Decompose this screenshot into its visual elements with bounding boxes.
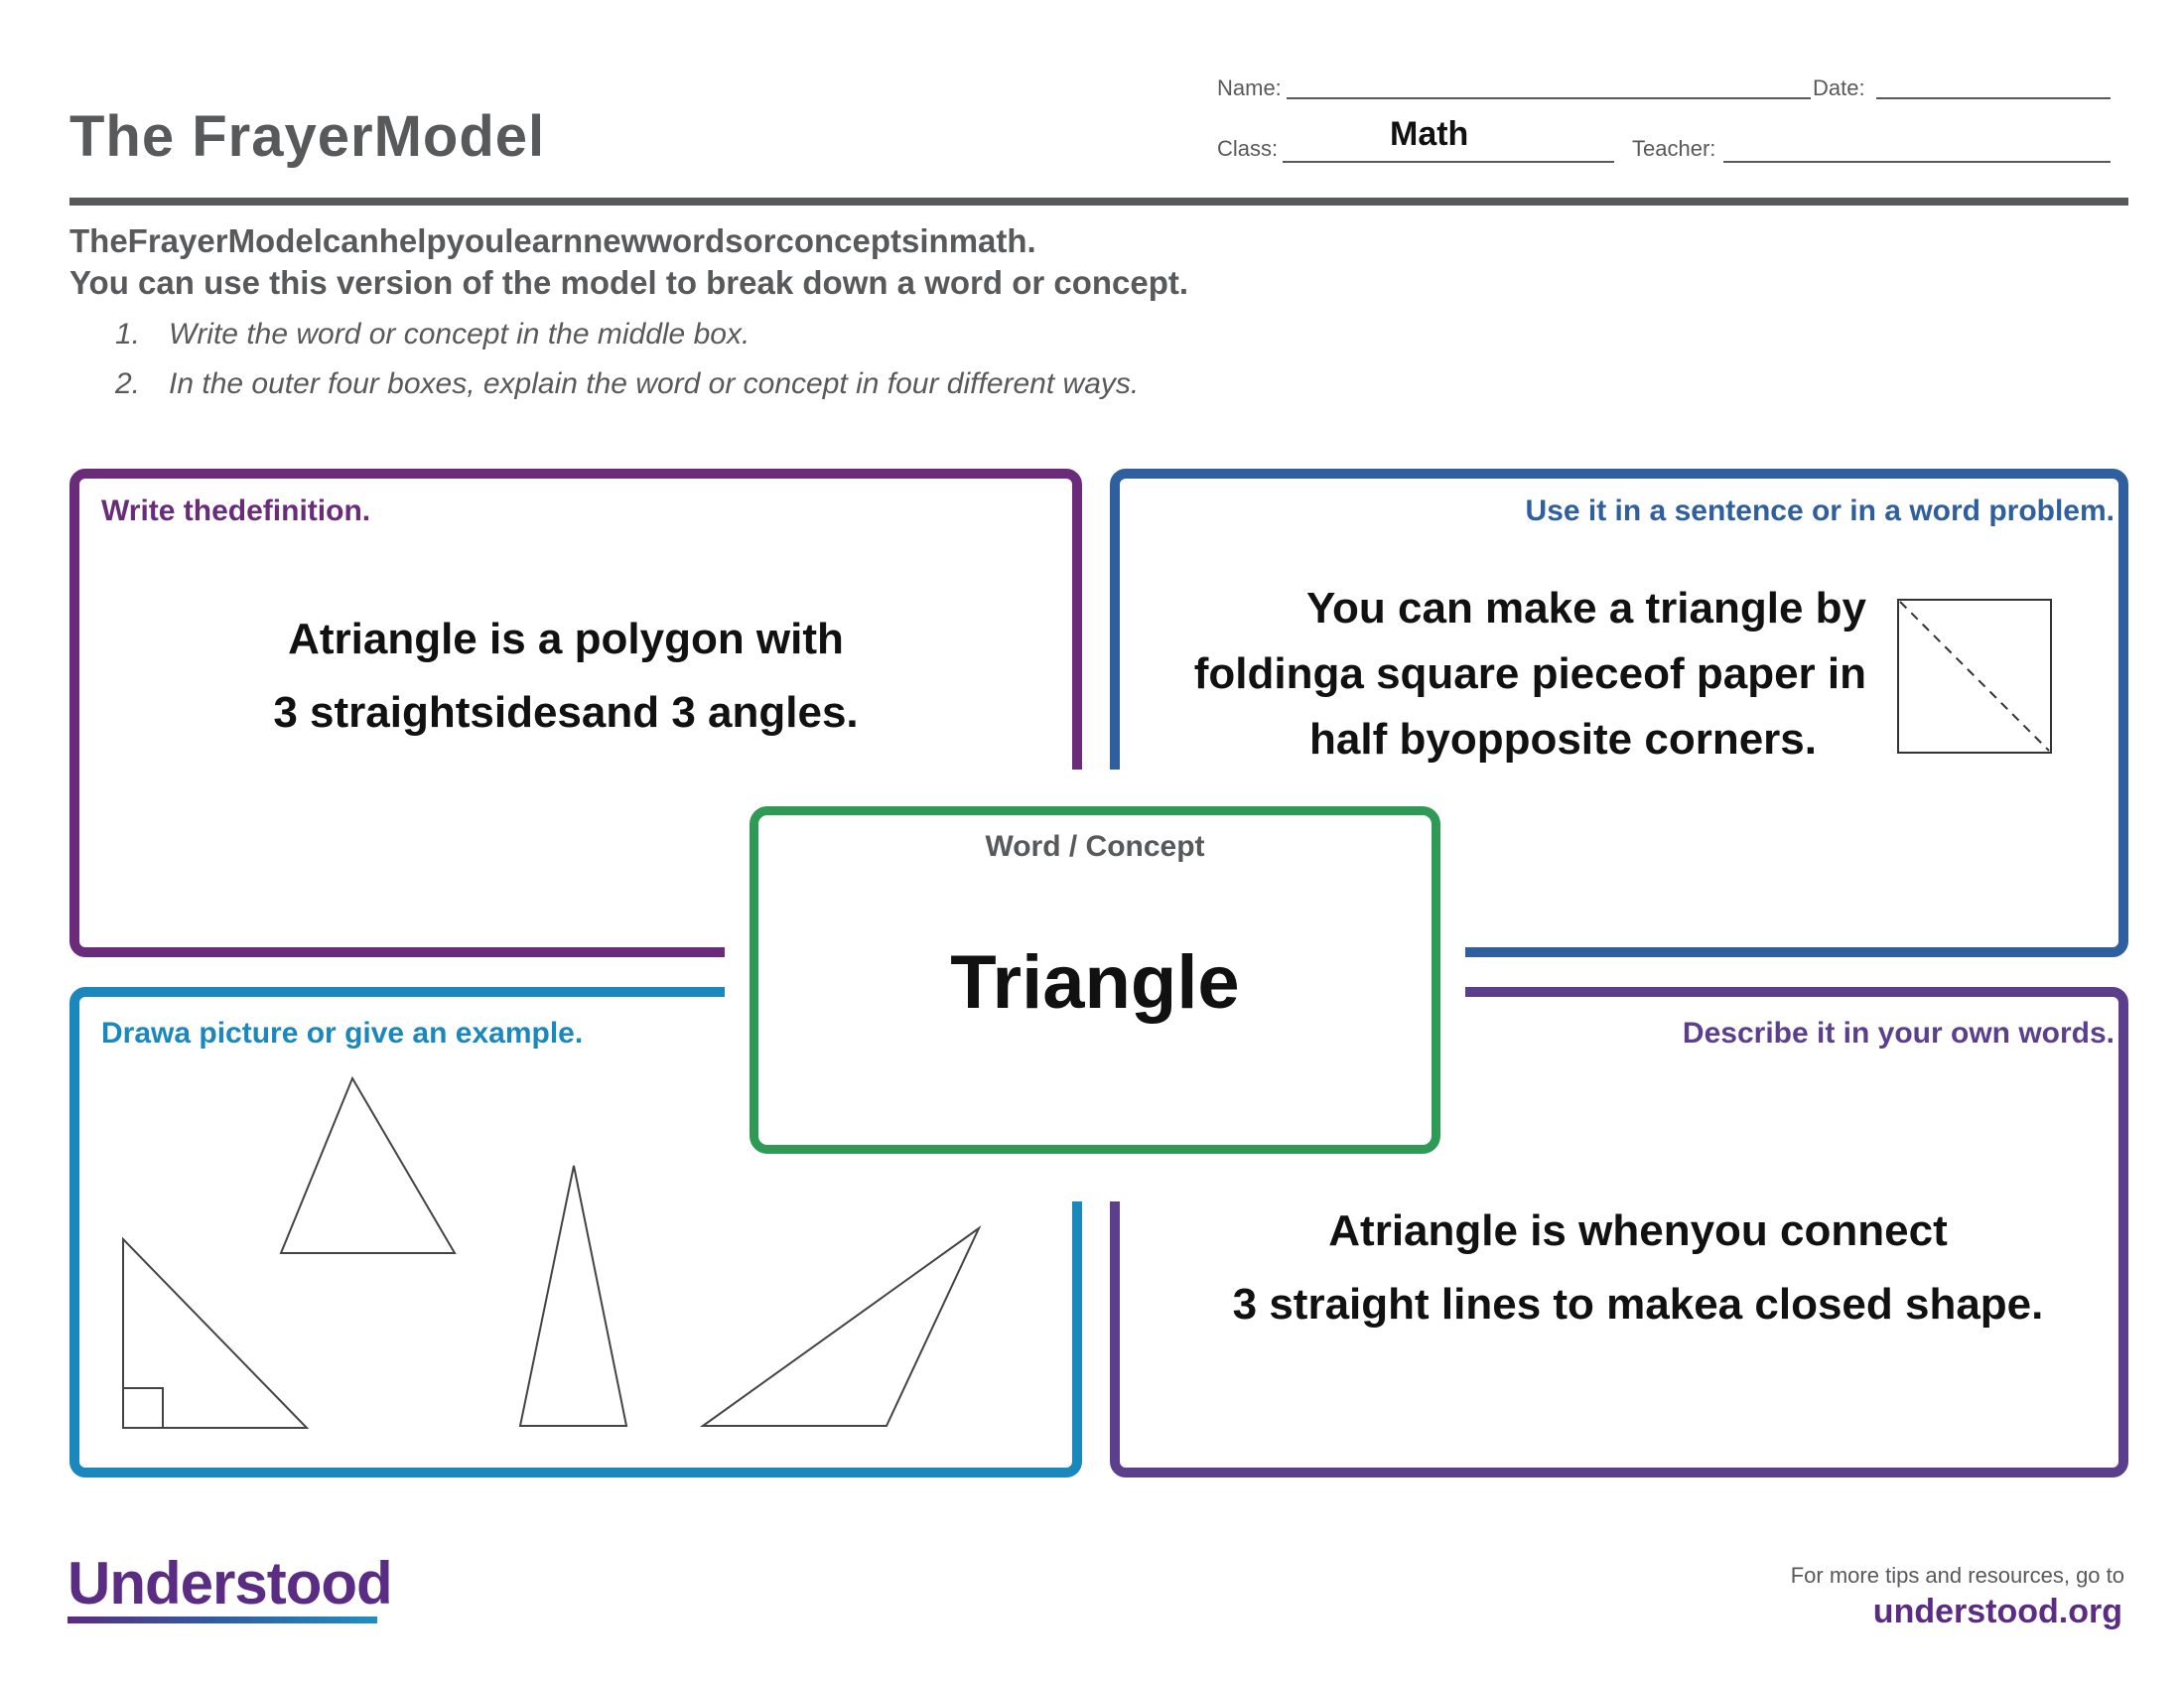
describe-label: Describe it in your own words. <box>1682 1017 2115 1050</box>
intro-line-1: TheFrayerModelcanhelpyoulearnnewwordsorconceptsinmath. <box>69 222 1036 259</box>
obtuse-triangle <box>703 1228 979 1426</box>
sentence-text <box>1171 576 1866 773</box>
teacher-field[interactable] <box>1723 161 2111 163</box>
footer-note: For more tips and resources, go to <box>1790 1563 2124 1588</box>
definition-line-1: Atriangle is a polygon with <box>288 615 844 663</box>
name-label: Name: <box>1217 75 1282 100</box>
right-triangle <box>123 1239 307 1428</box>
page-title: The FrayerModel <box>69 104 546 169</box>
isosceles-triangle <box>520 1166 626 1426</box>
equilateral-triangle <box>281 1078 455 1253</box>
header-divider <box>69 198 2128 206</box>
intro-text <box>69 220 1188 304</box>
class-value: Math <box>1390 115 1469 153</box>
logo-underline <box>68 1617 377 1623</box>
center-gap-top <box>1070 770 1122 809</box>
describe-line-2: 3 straight lines to makea closed shape. <box>1232 1280 2044 1329</box>
teacher-label: Teacher: <box>1632 136 1716 161</box>
name-field[interactable] <box>1287 97 1811 99</box>
right-angle-marker <box>123 1388 163 1428</box>
sentence-line-2: foldinga square pieceof paper in <box>1193 649 1866 698</box>
class-field[interactable] <box>1283 161 1614 163</box>
step-1-text: Write the word or concept in the middle box. <box>169 318 751 351</box>
sentence-label: Use it in a sentence or in a word problem. <box>1525 494 2115 527</box>
word-concept-label: Word / Concept <box>985 830 1205 863</box>
word-concept-value: Triangle <box>950 940 1240 1025</box>
class-label: Class: <box>1217 136 1279 161</box>
fold-diagonal <box>1900 602 2049 751</box>
center-gap-bottom <box>1070 1162 1122 1201</box>
definition-label: Write thedefinition. <box>101 494 371 527</box>
folded-square-icon <box>1896 598 2055 757</box>
describe-text <box>1181 1195 2095 1341</box>
sentence-line-1: You can make a triangle by <box>1305 584 1866 633</box>
step-2-text: In the outer four boxes, explain the word or concept in four different ways. <box>169 367 1140 400</box>
understood-logo: Understood <box>68 1550 392 1617</box>
step-1-number: 1. <box>115 318 141 351</box>
picture-label: Drawa picture or give an example. <box>101 1017 584 1050</box>
describe-line-1: Atriangle is whenyou connect <box>1328 1206 1948 1255</box>
intro-line-2: You can use this version of the model to break down a word or concept. <box>69 264 1189 301</box>
date-field[interactable] <box>1876 97 2111 99</box>
footer-link[interactable]: understood.org <box>1872 1593 2122 1630</box>
sentence-line-3: half byopposite corners. <box>1309 715 1817 764</box>
step-2-number: 2. <box>115 367 141 400</box>
definition-text <box>119 603 1013 750</box>
date-label: Date: <box>1813 75 1865 100</box>
definition-line-2: 3 straightsidesand 3 angles. <box>273 688 859 737</box>
